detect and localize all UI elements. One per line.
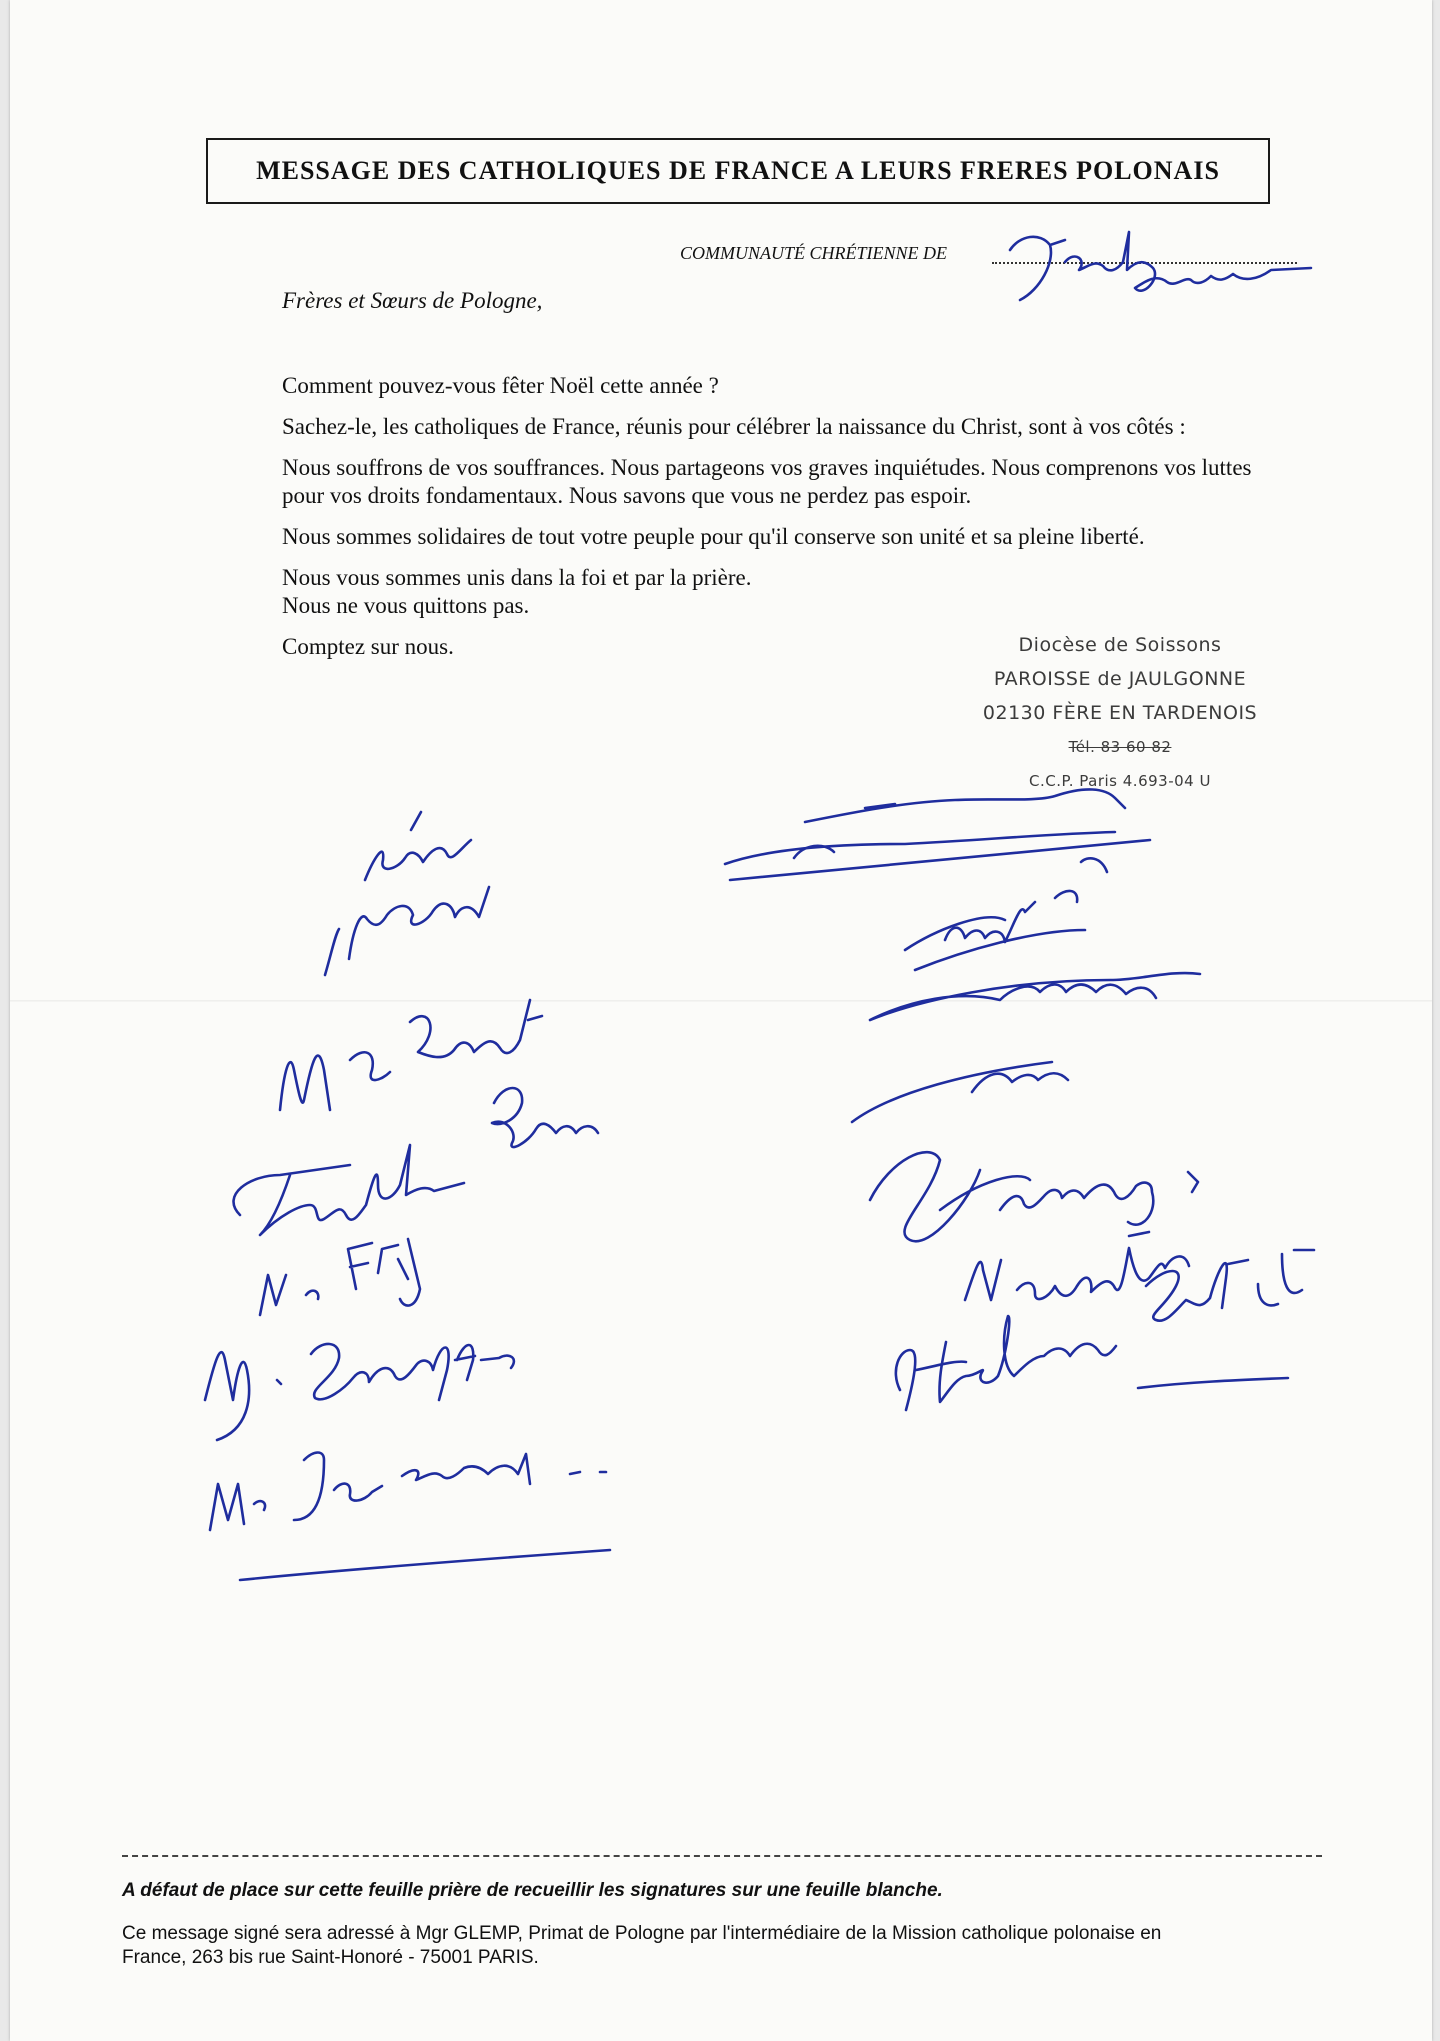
paragraph-3: Nous souffrons de vos souffrances. Nous partageons vos graves inquiétudes. Nous comprenons vos luttes pour vos droits fondamentaux. Nous savons que vous ne perdez pas espoir. bbox=[282, 455, 1252, 508]
handwritten-signatures bbox=[10, 0, 1432, 2041]
community-label: COMMUNAUTÉ CHRÉTIENNE DE bbox=[680, 243, 947, 263]
cut-line bbox=[122, 1855, 1322, 1857]
paragraph-4: Nous sommes solidaires de tout votre peuple pour qu'il conserve son unité et sa pleine liberté. bbox=[282, 524, 1145, 549]
footer-note: A défaut de place sur cette feuille prière de recueillir les signatures sur une feuille blanche. bbox=[122, 1880, 943, 1901]
footer-address: Ce message signé sera adressé à Mgr GLEMP, Primat de Pologne par l'intermédiaire de la Mission catholique polonaise en France, 263 bis rue Saint-Honoré - 75001 PARIS. bbox=[122, 1923, 1162, 1968]
paragraph-5b: Nous ne vous quittons pas. bbox=[282, 593, 530, 618]
stamp-ccp: C.C.P. Paris 4.693-04 U bbox=[1029, 772, 1211, 790]
paragraph-5a: Nous vous sommes unis dans la foi et par la prière. bbox=[282, 565, 752, 590]
paragraph-2: Sachez-le, les catholiques de France, réunis pour célébrer la naissance du Christ, sont à vos côtés : bbox=[282, 414, 1186, 439]
stamp-parish: PAROISSE de JAULGONNE bbox=[993, 668, 1247, 690]
document-title: MESSAGE DES CATHOLIQUES DE FRANCE A LEURS FRERES POLONAIS bbox=[256, 156, 1220, 185]
greeting: Frères et Sœurs de Pologne, bbox=[282, 288, 543, 313]
paragraph-1: Comment pouvez-vous fêter Noël cette année ? bbox=[282, 373, 719, 398]
community-handwritten-name bbox=[1010, 232, 1311, 300]
signatures-right bbox=[725, 789, 1314, 1410]
signatures-left bbox=[205, 812, 610, 1580]
letter-sheet bbox=[10, 0, 1432, 2041]
paragraph-6: Comptez sur nous. bbox=[282, 634, 454, 659]
stamp-address: 02130 FÈRE EN TARDENOIS bbox=[982, 702, 1258, 724]
stamp-phone: Tél. 83 60 82 bbox=[1068, 738, 1172, 756]
stamp-diocese: Diocèse de Soissons bbox=[1018, 634, 1222, 656]
